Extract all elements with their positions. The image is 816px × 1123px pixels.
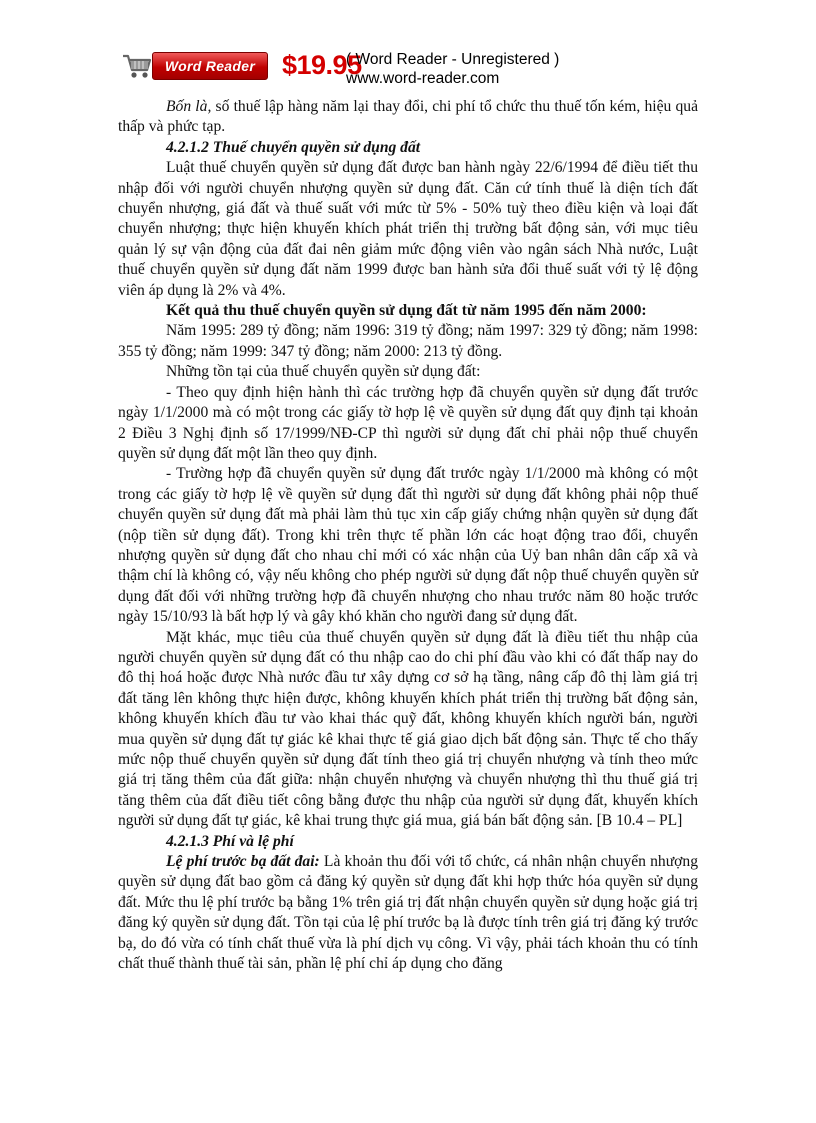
paragraph-1-text: số thuế lập hàng năm lại thay đổi, chi phí tổ chức thu thuế tốn kém, hiệu quả thấp và phức tạp. [118, 98, 699, 136]
paragraph-5: - Theo quy định hiện hành thì các trường hợp đã chuyển quyền sử dụng đất trước ngày 1/1/2000 mà có một trong các giấy tờ hợp lệ về quyền sử dụng đất quy định tại khoản 2 Điều 3 Nghị định số 17/1999/NĐ-CP thì người sử dụng đất chỉ phải nộp thuế chuyển quyền sử dụng đất một lần theo quy định. [118, 383, 698, 462]
unregistered-notice [346, 50, 559, 88]
paragraph-7: Mặt khác, mục tiêu của thuế chuyển quyền sử dụng đất là điều tiết thu nhập của người chuyển quyền sử dụng đất có thu nhập cao do chi phí đầu vào khi có đất thấp nay do đô thị hoá hoặc được Nhà nước đầu tư xây dựng cơ sở hạ tầng, nâng cấp đô thị làm giá trị đất tăng lên không thực hiện được, không khuyến khích phát triển thị trường bất động sản, không khuyến khích đầu tư vào khai thác quỹ đất, không khuyến khích người bán, người mua quyền sử dụng đất tự giác kê khai thực tế giá giao dịch bất động sản. Thực tế cho thấy mức nộp thuế chuyển quyền sử dụng đất tính theo giá trị chuyển nhượng và tính theo mức giá trị tăng thêm của đất giữa: nhận chuyển nhượng và chuyển nhượng thì thu thuế giá trị tăng thêm của đất điều tiết công bằng được thu nhập của người sử dụng đất, khuyến khích người sử dụng đất tự giác, kê khai trung thực giá mua, giá bán bất động sản. [B 10.4 – PL] [118, 628, 698, 830]
paragraph-2: Luật thuế chuyển quyền sử dụng đất được ban hành ngày 22/6/1994 để điều tiết thu nhập đối với người chuyển nhượng quyền sử dụng đất. Căn cứ tính thuế là diện tích đất chuyển nhượng, giá đất và thuế suất với mức từ 5% - 50% tuỳ theo điều kiện và loại đất chuyển nhượng; thực hiện khuyến khích phát triển thị trường bất động sản, với mục tiêu quản lý sự vận động của đất đai nên giảm mức động viên vào ngân sách Nhà nước, Luật thuế chuyển quyền sử dụng đất năm 1999 được ban hành sửa đổi thuế suất với tỷ lệ động viên áp dụng là 2% và 4%. [118, 159, 698, 299]
shopping-cart-icon [122, 52, 152, 80]
paragraph-6: - Trường hợp đã chuyển quyền sử dụng đất trước ngày 1/1/2000 mà không có một trong các giấy tờ hợp lệ về quyền sử dụng đất thì người sử dụng đất không phải nộp thuế chuyển quyền sử dụng đất mà phải làm thủ tục xin cấp giấy chứng nhận quyền sử dụng đất (nộp tiền sử dụng đất). Trong khi trên thực tế phần lớn các hoạt động trao đổi, chuyển nhượng quyền sử dụng đất cho nhau chỉ mới có xác nhận của Uỷ ban nhân dân cấp xã và thậm chí là không có, vậy nếu không cho phép người sử dụng đất nộp thuế chuyển quyền sử dụng đất đối với những trường hợp đã chuyển nhượng cho nhau trước năm 80 hoặc trước ngày 15/10/93 là bất hợp lý và gây khó khăn cho người đang sử dụng đất. [118, 465, 698, 626]
paragraph-4: Những tồn tại của thuế chuyển quyền sử dụng đất: [166, 363, 481, 381]
unregistered-text: ( Word Reader - Unregistered ) [346, 51, 560, 68]
paragraph-1-lead: Bốn là, [166, 98, 212, 115]
section-heading-4-2-1-2: 4.2.1.2 Thuế chuyển quyền sử dụng đất [166, 138, 421, 156]
paragraph-8 [118, 852, 698, 974]
paragraph-8-lead: Lệ phí trước bạ đất đai: [166, 853, 320, 871]
website-url[interactable]: www.word-reader.com [346, 70, 500, 87]
word-reader-banner[interactable] [122, 48, 582, 88]
paragraph-8-text: Là khoản thu đối với tổ chức, cá nhân nhận chuyển nhượng quyền sử dụng đất bao gồm cả đăng ký quyền sử dụng đất khi hợp thức hóa quyền sử dụng đất. Mức thu lệ phí trước bạ bằng 1% trên giá trị đất nhận chuyển quyền sử dụng hoặc giá trị đăng ký quyền sử dụng đất. Tồn tại của lệ phí trước bạ là được tính trên giá trị đăng ký trước bạ, do đó vừa có tính chất thuế vừa là phí dịch vụ công. Vì vậy, phải tách khoản thu có tính chất thuế thành thuế tài sản, phần lệ phí chỉ áp dụng cho đăng [118, 853, 698, 973]
document-body [118, 97, 698, 974]
paragraph-1 [118, 97, 698, 138]
word-reader-badge[interactable]: Word Reader [152, 52, 268, 80]
section-heading-4-2-1-3: 4.2.1.3 Phí và lệ phí [166, 832, 294, 850]
results-heading: Kết quả thu thuế chuyển quyền sử dụng đất từ năm 1995 đến năm 2000: [166, 302, 647, 320]
paragraph-3: Năm 1995: 289 tỷ đồng; năm 1996: 319 tỷ đồng; năm 1997: 329 tỷ đồng; năm 1998: 355 tỷ đồng; năm 1999: 347 tỷ đồng; năm 2000: 213 tỷ đồng. [118, 322, 698, 360]
price-label: $19.95 [282, 50, 362, 80]
